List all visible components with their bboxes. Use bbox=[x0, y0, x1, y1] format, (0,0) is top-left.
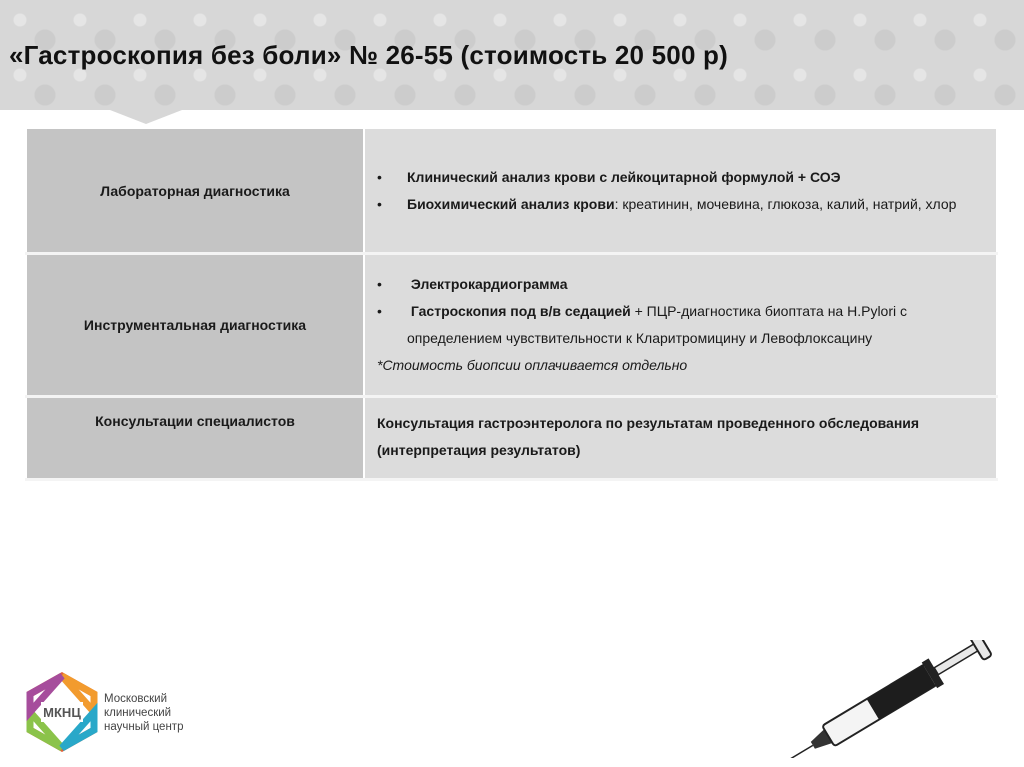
row-label: Консультации специалистов bbox=[26, 397, 364, 480]
bullet-icon: • bbox=[377, 276, 382, 292]
logo-text bbox=[104, 692, 183, 734]
bullet-icon: • bbox=[377, 303, 382, 319]
row-label: Лабораторная диагностика bbox=[26, 128, 364, 254]
row-content bbox=[364, 254, 997, 397]
item-bold: Электрокардиограмма bbox=[407, 276, 568, 292]
bullet-icon: • bbox=[377, 195, 382, 212]
item-text: : креатинин, мочевина, глюкоза, калий, натрий, хлор bbox=[614, 195, 957, 212]
item-list bbox=[377, 271, 984, 352]
row-content bbox=[364, 128, 997, 254]
list-item bbox=[377, 191, 984, 218]
syringe-icon bbox=[760, 640, 1020, 758]
header-tab-notch bbox=[110, 110, 182, 124]
row-label: Инструментальная диагностика bbox=[26, 254, 364, 397]
item-text: + ПЦР-диагностика биоптата на H.Pylori с определением чувствительности к Кларитромицину и Левофлоксацину bbox=[407, 303, 908, 346]
item-bold: Клинический анализ крови с лейкоцитарной формулой + СОЭ bbox=[407, 168, 841, 185]
list-item bbox=[377, 164, 984, 191]
list-item bbox=[377, 298, 984, 352]
logo-line: Московский bbox=[104, 693, 168, 705]
page-title: «Гастроскопия без боли» № 26-55 (стоимость 20 500 р) bbox=[9, 40, 728, 70]
table-row bbox=[26, 254, 997, 397]
biopsy-note: *Стоимость биопсии оплачивается отдельно bbox=[377, 357, 688, 373]
table-row bbox=[26, 397, 997, 480]
logo-line: клинический bbox=[104, 707, 172, 719]
item-bold: Гастроскопия под в/в седацией bbox=[407, 303, 631, 319]
item-bold: Биохимический анализ крови bbox=[407, 195, 615, 212]
table-row bbox=[26, 128, 997, 254]
logo-abbr: МКНЦ bbox=[43, 705, 81, 720]
bullet-icon: • bbox=[377, 168, 382, 185]
list-item bbox=[377, 271, 984, 298]
row-content: Консультация гастроэнтеролога по результатам проведенного обследования (интерпретация результатов) bbox=[364, 397, 997, 480]
services-table bbox=[25, 127, 998, 481]
item-list bbox=[377, 164, 984, 218]
logo-line: научный центр bbox=[104, 721, 184, 733]
